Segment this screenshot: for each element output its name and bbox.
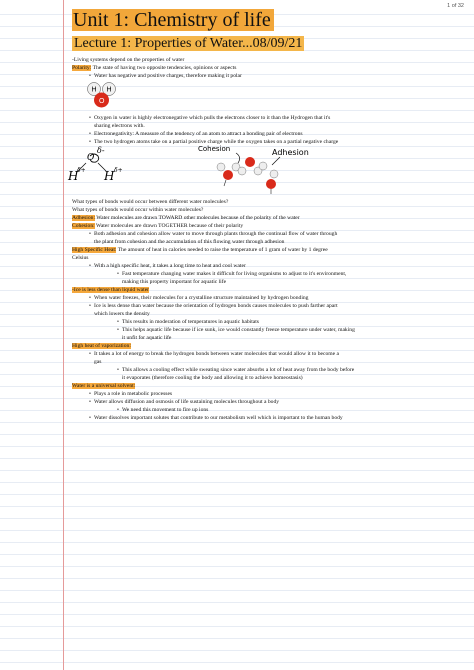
- bullet-item: • When water freezes, their molecules for a crystalline structure maintained by hydrogen bonding: [72, 294, 472, 302]
- bullet-item: • The two hydrogen atoms take on a partial positive charge while the oxygen takes on a partial negative charge: [72, 138, 472, 146]
- note-line: -Living systems depend on the properties of water: [72, 57, 185, 63]
- def-adhesion: Water molecules are drawn TOWARD other molecules because of the polarity of the water: [95, 215, 300, 221]
- bullet-item: • Water has negative and positive charges, therefore making it polar: [72, 72, 472, 80]
- water-molecule-icon: [80, 80, 140, 114]
- note-line: [72, 382, 472, 390]
- note-line: [72, 286, 472, 294]
- bullet-continuation: sharing electrons with.: [94, 123, 145, 129]
- bullet-continuation: the plant from cohesion and the accumulation of this flowing water through adhesion: [94, 239, 285, 245]
- hand-delta-plus-right: δ+: [114, 167, 123, 174]
- note-line: What types of bonds would occur within water molecules?: [72, 207, 204, 213]
- bullet-item: • Ice is less dense than water because the orientation of hydrogen bonds causes molecules to push farther apart: [72, 302, 472, 310]
- note-line: Celsius: [72, 255, 89, 261]
- sketch-o-label: O: [99, 98, 105, 105]
- notes-content: [68, 56, 472, 422]
- hand-h-left: H: [68, 169, 79, 183]
- water-molecule-sketch: [72, 80, 472, 114]
- term-ice: -Ice is less dense than liquid water: [72, 287, 150, 293]
- term-vaporization: High heat of vaporization:: [72, 343, 131, 349]
- term-specific-heat: High Specific Heat:: [72, 247, 117, 253]
- bullet-item: • Both adhesion and cohesion allow water to move through plants through the continual flow of water through: [72, 230, 472, 238]
- hand-o: O: [87, 153, 95, 163]
- hand-delta-minus: δ-: [97, 146, 105, 155]
- page-title: [72, 9, 274, 31]
- hydrogen-bond-sketch: [68, 145, 472, 198]
- sketch-h-right: H: [106, 86, 112, 94]
- term-solvent: Water is a universal solvent:: [72, 383, 136, 389]
- sub-bullet-item: • This results in moderation of temperatures in aquatic habitats: [72, 318, 472, 326]
- note-line: [72, 222, 472, 230]
- term-polarity: Polarity:: [72, 65, 92, 71]
- bullet-item: • Plays a role in metabolic processes: [72, 390, 472, 398]
- term-adhesion: Adhesion:: [72, 215, 95, 221]
- hand-h-right: H: [104, 169, 115, 183]
- sketch-h-left: H: [91, 86, 97, 94]
- hydrogen-bond-diagram: [66, 144, 316, 196]
- note-line: [72, 342, 472, 350]
- cohesion-label: Cohesion: [198, 145, 231, 153]
- def-specific-heat: The amount of heat in calories needed to raise the temperature of 1 gram of water by 1 degree: [116, 247, 328, 253]
- page-number: 1 of 32: [447, 3, 464, 9]
- bullet-item: • It takes a lot of energy to break the hydrogen bonds between water molecules that would allow it to become a: [72, 350, 472, 358]
- sub-bullet-item: • This helps aquatic life because if ice sunk, ice would constantly freeze temperature under water, making: [72, 326, 472, 334]
- bullet-item: • Electronegativity: A measure of the tendency of an atom to attract a bonding pair of electrons: [72, 130, 472, 138]
- bullet-item: • Oxygen in water is highly electronegative which pulls the electrons closer to it than the Hydrogen that it's: [72, 114, 472, 122]
- subtitle-highlight: Lecture 1: Properties of Water...08/09/21: [74, 36, 303, 51]
- bullet-continuation: gas: [94, 359, 102, 365]
- bullet-continuation: it unfit for aquatic life: [122, 335, 172, 341]
- margin-line: [63, 0, 64, 670]
- bullet-continuation: it evaporates (therefore cooling the body and allowing it to achieve homeostasis): [122, 375, 303, 381]
- bullet-item: • Water allows diffusion and osmosis of life sustaining molecules throughout a body: [72, 398, 472, 406]
- term-cohesion: Cohesion:: [72, 223, 95, 229]
- note-line: What types of bonds would occur between different water molecules?: [72, 199, 229, 205]
- bullet-item: • With a high specific heat, it takes a long time to heat and cool water: [72, 262, 472, 270]
- bullet-continuation: which lowers the density: [94, 311, 150, 317]
- note-line: [72, 246, 472, 254]
- bullet-item: • Water dissolves important solutes that contribute to our metabolism well which is important to the human body: [72, 414, 472, 422]
- lecture-subtitle: [72, 36, 304, 52]
- note-line: [72, 214, 472, 222]
- def-polarity: The state of having two opposite tendencies, opinions or aspects: [91, 65, 237, 71]
- sub-bullet-item: • Fast temperature changing water makes it difficult for living organisms to adjust to it's environment,: [72, 270, 472, 278]
- sub-bullet-item: • This allows a cooling effect while sweating since water absorbs a lot of heat away from the body before: [72, 366, 472, 374]
- adhesion-label: Adhesion: [272, 148, 309, 157]
- note-line: [72, 64, 472, 72]
- hand-delta-plus-left: δ+: [77, 167, 86, 174]
- sub-bullet-item: • We need this movement to fire up ions: [72, 406, 472, 414]
- bullet-continuation: making this property important for aquatic life: [122, 279, 227, 285]
- def-cohesion: Water molecules are drawn TOGETHER because of their polarity: [94, 223, 244, 229]
- title-highlight: Unit 1: Chemistry of life: [72, 9, 274, 31]
